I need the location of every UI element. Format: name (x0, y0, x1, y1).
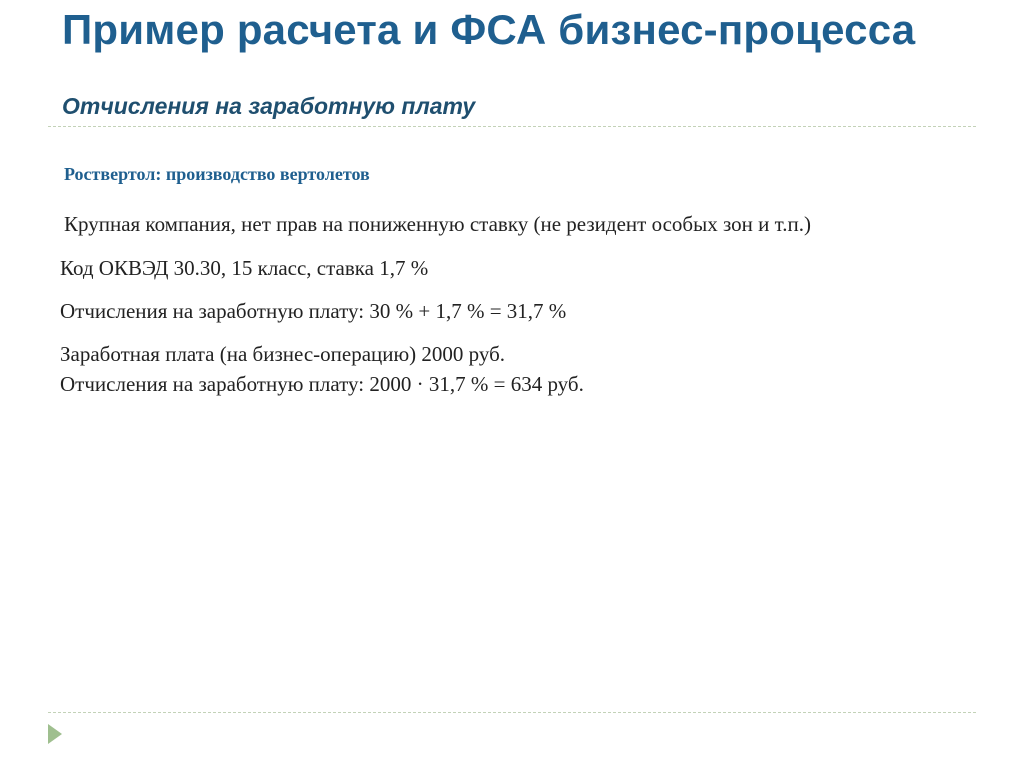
top-divider (48, 126, 976, 127)
body-line-deductions: Отчисления на заработную плату: 2000 · 31,7 % = 634 руб. (60, 372, 584, 396)
play-arrow-icon[interactable] (48, 724, 62, 744)
body-line-rate-total: Отчисления на заработную плату: 30 % + 1,7 % = 31,7 % (60, 299, 567, 323)
bottom-divider (48, 712, 976, 713)
slide-subtitle: Отчисления на заработную плату (62, 93, 476, 119)
body-line-okved: Код ОКВЭД 30.30, 15 класс, ставка 1,7 % (60, 256, 429, 280)
company-heading: Роствертол: производство вертолетов (64, 164, 370, 184)
body-line-salary: Заработная плата (на бизнес-операцию) 2000 руб. (60, 342, 506, 366)
slide-title: Пример расчета и ФСА бизнес-процесса (62, 6, 916, 53)
body-line-company-status: Крупная компания, нет прав на пониженную ставку (не резидент особых зон и т.п.) (64, 212, 811, 236)
